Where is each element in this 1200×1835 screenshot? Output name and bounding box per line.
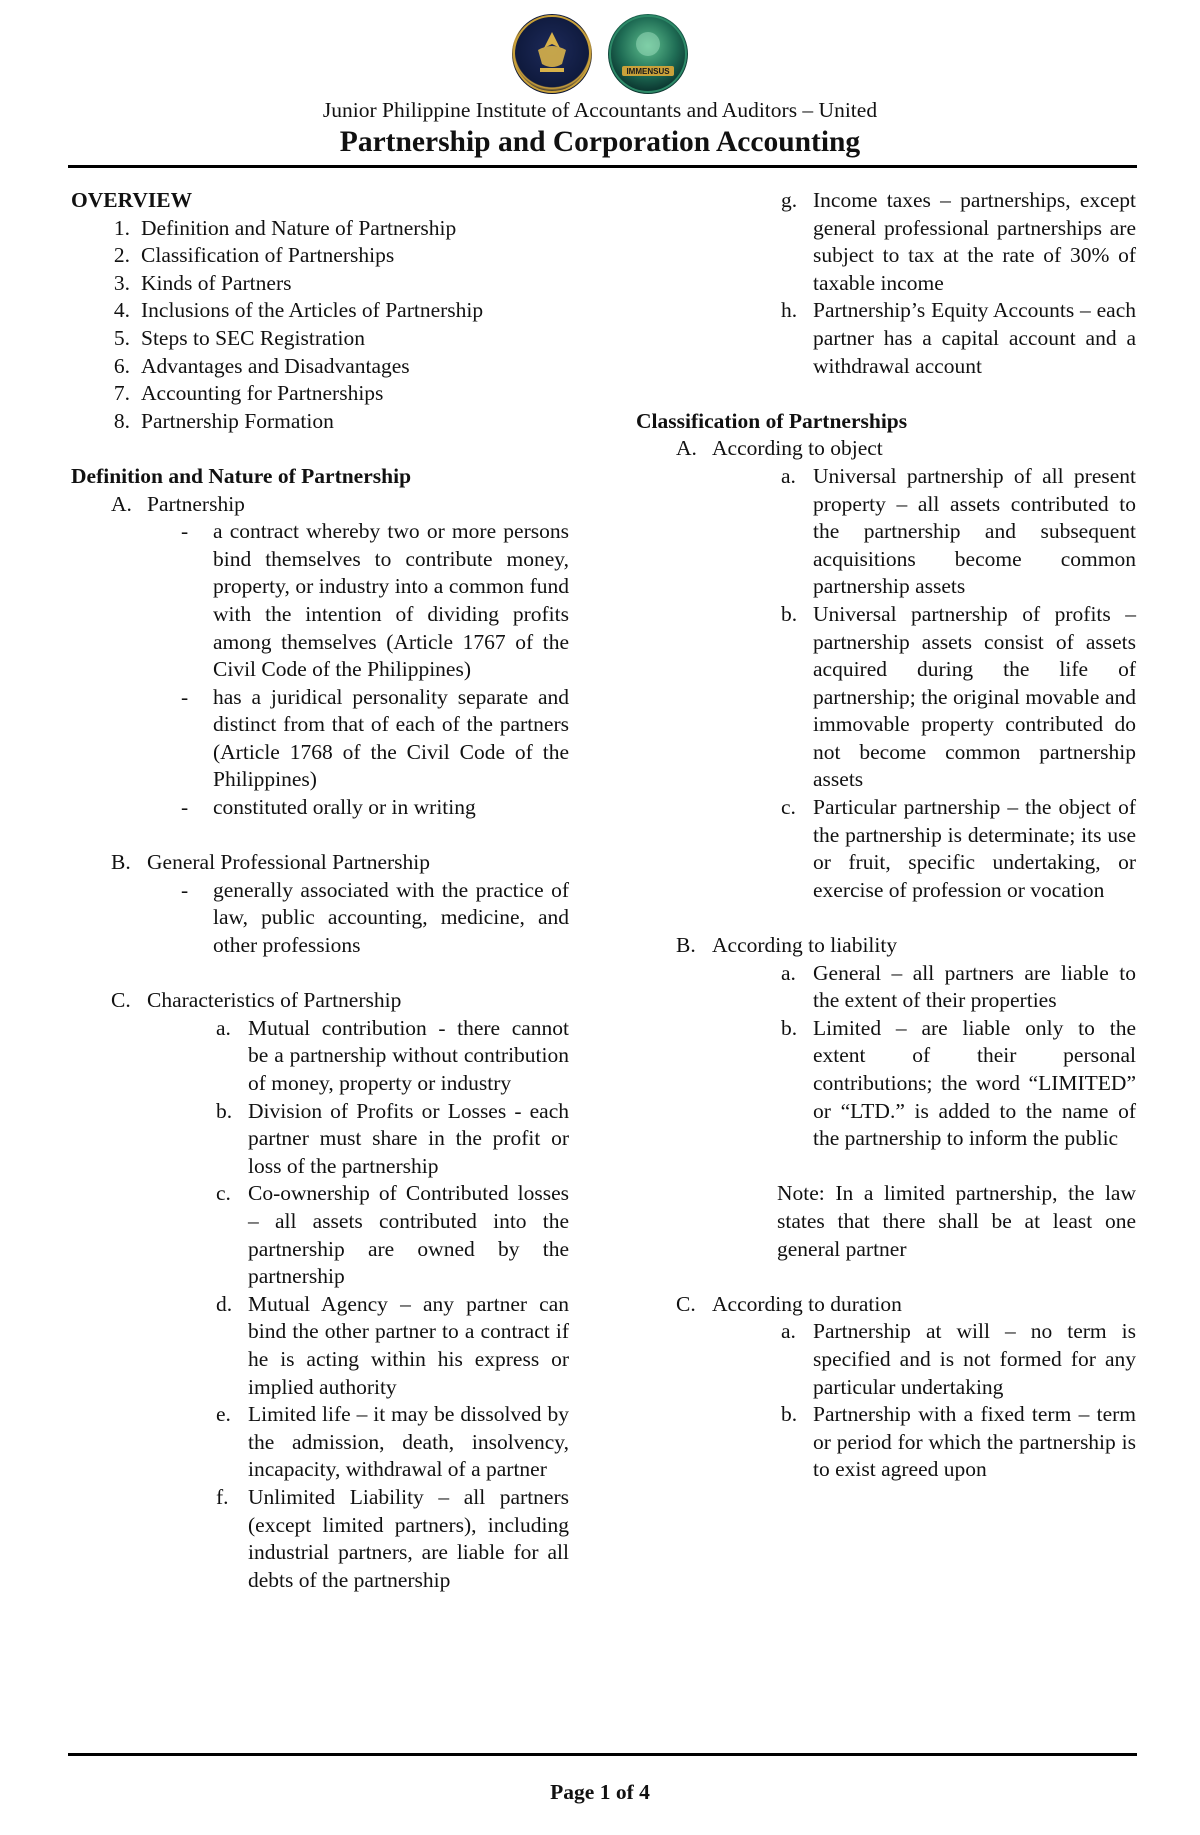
list-text: Mutual Agency – any partner can bind the other partner to a contract if he is acting within his express or implied authority xyxy=(248,1291,569,1399)
section-marker: A. xyxy=(676,436,697,461)
list-item xyxy=(71,242,569,270)
letter-marker: b. xyxy=(781,1402,798,1427)
letter-marker: d. xyxy=(216,1291,233,1316)
bullet-text: constituted orally or in writing xyxy=(213,795,476,820)
list-item xyxy=(71,297,569,325)
list-text: Partnership’s Equity Accounts – each partner has a capital account and a withdrawal account xyxy=(813,298,1136,378)
header-divider xyxy=(68,165,1137,168)
list-text: Classification of Partnerships xyxy=(141,243,395,268)
letter-marker: b. xyxy=(781,601,798,626)
list-text: Unlimited Liability – all partners (except limited partners), including industrial partners, are liable for all debts of the partnership xyxy=(248,1484,569,1592)
list-text: Division of Profits or Losses - each partner must share in the profit or loss of the partnership xyxy=(248,1098,569,1178)
list-item xyxy=(71,353,569,381)
section-c-heading xyxy=(636,1291,1136,1319)
list-item xyxy=(71,1180,569,1290)
list-text: Partnership Formation xyxy=(141,408,334,433)
footer-divider xyxy=(68,1753,1137,1756)
bullet-text: a contract whereby two or more persons bind themselves to contribute money, property, or industry into a common fund with the intention of dividing profits among themselves (Article 1767 of the Civil Code of the Philippines) xyxy=(213,519,569,682)
list-number: 2. xyxy=(113,243,130,268)
list-text: Particular partnership – the object of the partnership is determinate; its use or fruit, specific undertaking, or exercise of profession or vocation xyxy=(813,795,1136,902)
list-item xyxy=(636,601,1136,794)
list-item xyxy=(71,380,569,408)
list-text: General – all partners are liable to the extent of their properties xyxy=(813,960,1136,1013)
overview-heading: OVERVIEW xyxy=(71,188,193,212)
section-title: According to duration xyxy=(712,1291,902,1316)
list-text: Definition and Nature of Partnership xyxy=(141,215,457,240)
section-marker: B. xyxy=(111,850,131,875)
list-number: 7. xyxy=(113,381,130,406)
section-marker: B. xyxy=(676,933,696,958)
list-text: Co-ownership of Contributed losses – all assets contributed into the partnership are owned by the partnership xyxy=(248,1181,569,1289)
left-column xyxy=(71,187,569,1594)
letter-marker: c. xyxy=(781,795,796,820)
logos xyxy=(0,14,1200,96)
list-text: Kinds of Partners xyxy=(141,270,292,295)
list-text: Income taxes – partnerships, except general professional partnerships are subject to tax at the rate of 30% of taxable income xyxy=(813,188,1136,295)
list-item xyxy=(71,215,569,243)
list-item xyxy=(636,187,1136,297)
list-item xyxy=(636,960,1136,1015)
list-item xyxy=(71,270,569,298)
organization-name: Junior Philippine Institute of Accountants and Auditors – United xyxy=(322,98,878,122)
page-number: Page 1 of 4 xyxy=(550,1780,650,1804)
list-item xyxy=(71,1401,569,1484)
list-text: Limited life – it may be dissolved by the admission, death, insolvency, incapacity, withdrawal of a partner xyxy=(248,1402,569,1482)
list-item xyxy=(71,408,569,436)
list-text: Accounting for Partnerships xyxy=(141,381,384,406)
section-marker: A. xyxy=(111,491,132,516)
letter-marker: b. xyxy=(216,1098,233,1123)
letter-marker: b. xyxy=(781,1015,798,1040)
section-a-heading xyxy=(636,435,1136,463)
letter-marker: c. xyxy=(216,1181,231,1206)
letter-marker: g. xyxy=(781,188,798,212)
section-title: Characteristics of Partnership xyxy=(147,988,402,1013)
list-text: Mutual contribution - there cannot be a partnership without contribution of money, property or industry xyxy=(248,1015,569,1095)
letter-marker: a. xyxy=(781,960,796,985)
list-text: Partnership with a fixed term – term or period for which the partnership is to exist agreed upon xyxy=(813,1402,1136,1482)
list-item xyxy=(636,1318,1136,1401)
letter-marker: h. xyxy=(781,298,798,323)
overview-list xyxy=(71,215,569,436)
classification-heading: Classification of Partnerships xyxy=(636,408,908,433)
bullet-item xyxy=(71,877,569,960)
svg-text:IMMENSUS: IMMENSUS xyxy=(626,67,670,76)
list-number: 4. xyxy=(113,298,130,323)
list-item xyxy=(636,463,1136,601)
section-title: According to liability xyxy=(712,933,898,958)
right-column xyxy=(636,187,1136,1484)
list-item xyxy=(71,1015,569,1098)
definition-heading: Definition and Nature of Partnership xyxy=(71,463,412,488)
bullet-item xyxy=(71,794,569,822)
bullet-text: has a juridical personality separate and distinct from that of each of the partners (Article 1768 of the Civil Code of the Philippines) xyxy=(213,684,569,792)
section-title: Partnership xyxy=(147,491,245,516)
dash-bullet: - xyxy=(181,877,189,902)
list-text: Limited – are liable only to the extent of their personal contributions; the word “LIMITED” or “LTD.” is added to the name of the partnership to inform the public xyxy=(813,1015,1136,1151)
list-item xyxy=(636,297,1136,380)
section-marker: C. xyxy=(111,988,131,1013)
list-item xyxy=(71,1484,569,1594)
section-marker: C. xyxy=(676,1291,696,1316)
list-text: Universal partnership of all present property – all assets contributed to the partnership and subsequent acquisitions become common partnership assets xyxy=(813,463,1136,599)
dash-bullet: - xyxy=(181,519,189,544)
letter-marker: e. xyxy=(216,1402,231,1427)
letter-marker: f. xyxy=(216,1484,229,1509)
letter-marker: a. xyxy=(781,1319,796,1344)
dash-bullet: - xyxy=(181,795,189,820)
bullet-text: generally associated with the practice of law, public accounting, medicine, and other professions xyxy=(213,877,569,958)
list-item xyxy=(636,794,1136,904)
list-text: Universal partnership of profits – partnership assets consist of assets acquired during the life of partnership; the original movable and immovable property contributed do not become common partnership assets xyxy=(813,601,1136,792)
section-title: General Professional Partnership xyxy=(147,850,431,875)
list-number: 1. xyxy=(113,215,130,240)
letter-marker: a. xyxy=(781,463,796,488)
bullet-item xyxy=(71,684,569,794)
list-item xyxy=(71,1098,569,1181)
section-b-heading xyxy=(636,932,1136,960)
list-text: Steps to SEC Registration xyxy=(141,325,365,350)
list-number: 5. xyxy=(113,325,130,350)
list-item xyxy=(71,1291,569,1401)
document-title: Partnership and Corporation Accounting xyxy=(339,126,861,158)
dash-bullet: - xyxy=(181,684,189,709)
list-item xyxy=(636,1401,1136,1484)
list-number: 6. xyxy=(113,353,130,378)
section-b-heading xyxy=(71,849,569,877)
list-item xyxy=(71,325,569,353)
bullet-item xyxy=(71,518,569,684)
limited-partnership-note: Note: In a limited partnership, the law states that there shall be at least one general partner xyxy=(777,1181,1136,1261)
section-title: According to object xyxy=(712,436,883,461)
immensus-logo xyxy=(608,14,688,94)
list-item xyxy=(636,1015,1136,1153)
list-text: Inclusions of the Articles of Partnership xyxy=(141,298,484,323)
letter-marker: a. xyxy=(216,1015,231,1040)
list-number: 8. xyxy=(113,408,130,433)
section-a-heading xyxy=(71,491,569,519)
list-number: 3. xyxy=(113,270,130,295)
list-text: Partnership at will – no term is specified and is not formed for any particular undertaking xyxy=(813,1319,1136,1399)
list-text: Advantages and Disadvantages xyxy=(141,353,410,378)
jpia-logo xyxy=(512,14,592,94)
section-c-heading xyxy=(71,987,569,1015)
